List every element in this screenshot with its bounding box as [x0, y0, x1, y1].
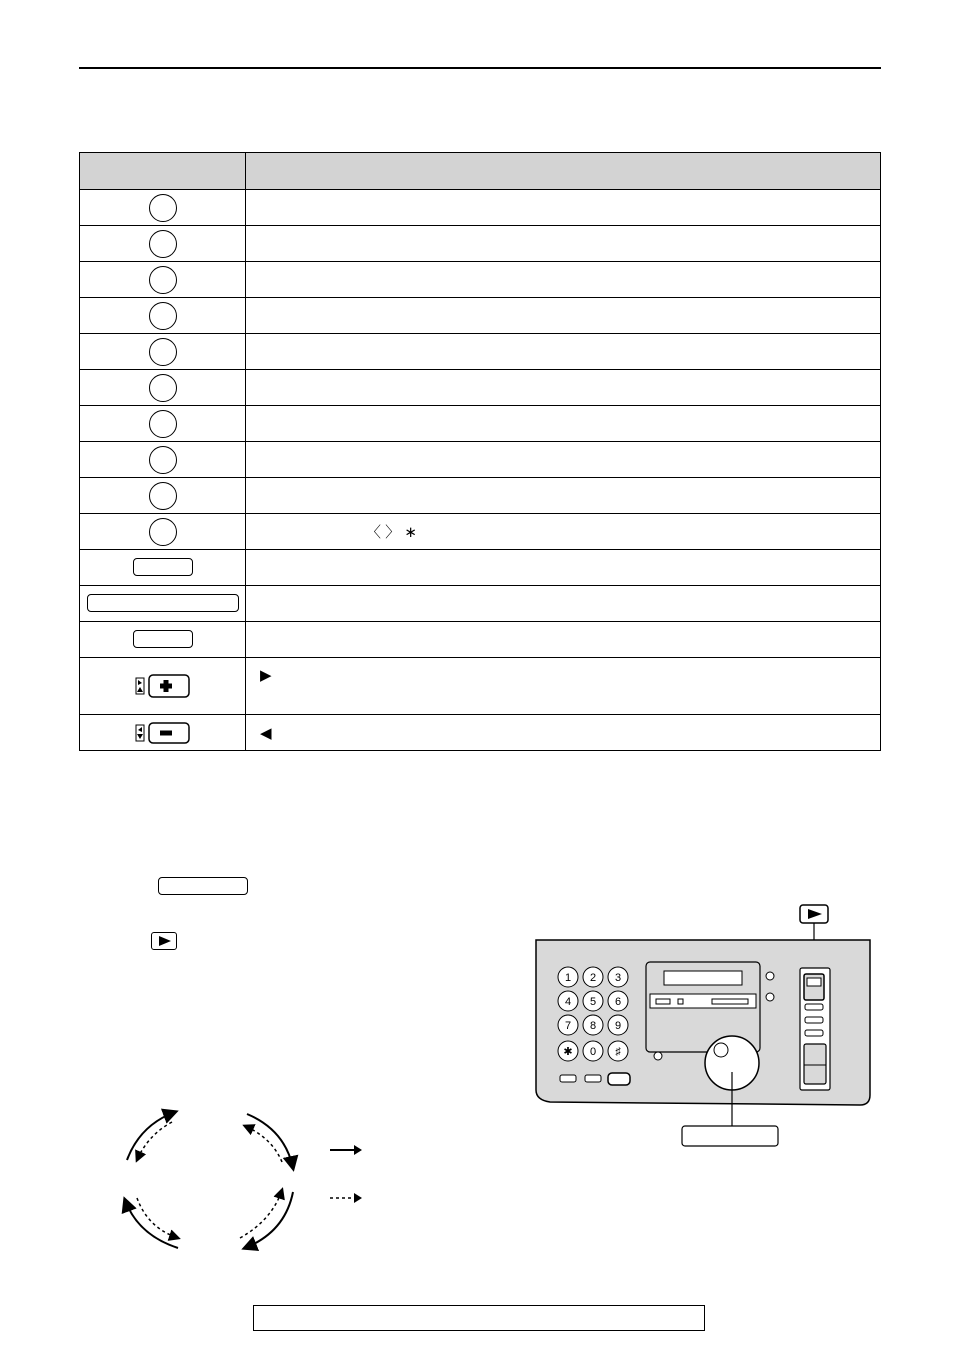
dashed-arrow-icon	[328, 1188, 368, 1208]
cycle-arrow-top-right	[247, 1114, 293, 1168]
table-row	[80, 334, 881, 370]
svg-text:✱: ✱	[563, 1046, 573, 1058]
cycle-arrow-top-left	[127, 1112, 175, 1160]
cycle-dashed-top-left	[137, 1122, 172, 1160]
row-description	[246, 262, 881, 298]
round-key-icon	[149, 446, 177, 474]
row-description	[246, 550, 881, 586]
key-function-table	[79, 152, 881, 751]
svg-text:4: 4	[564, 996, 572, 1008]
round-key-icon	[149, 374, 177, 402]
keypad-key	[583, 991, 603, 1011]
header-description	[246, 153, 881, 190]
round-key-icon	[149, 338, 177, 366]
table-row	[80, 442, 881, 478]
row-description	[246, 586, 881, 622]
table-row	[80, 190, 881, 226]
row-description: 〈 〉 ∗	[246, 514, 881, 550]
table-row	[80, 550, 881, 586]
row-description	[246, 622, 881, 658]
row-description	[246, 370, 881, 406]
row-description	[246, 442, 881, 478]
keypad-key	[583, 1015, 603, 1035]
round-key-icon	[149, 482, 177, 510]
round-key-icon	[149, 230, 177, 258]
rect-key-icon	[133, 630, 193, 648]
table-row	[80, 370, 881, 406]
table-row	[80, 658, 881, 715]
row-description	[246, 298, 881, 334]
minus-key-icon	[135, 722, 191, 744]
inline-key-icon	[158, 877, 248, 895]
svg-text:♯: ♯	[615, 1046, 621, 1058]
keypad-key	[583, 967, 603, 987]
row-description	[246, 190, 881, 226]
cycle-arrow-bottom-left	[125, 1200, 178, 1248]
round-key-icon	[149, 410, 177, 438]
svg-text:3: 3	[614, 972, 622, 984]
table-row	[80, 514, 881, 550]
top-rule	[79, 67, 881, 69]
row-description	[246, 478, 881, 514]
row-description: ◀	[246, 715, 881, 751]
cycle-dashed-bottom-right	[240, 1190, 282, 1238]
keypad-key	[558, 1015, 578, 1035]
table-row	[80, 262, 881, 298]
table-row	[80, 622, 881, 658]
keypad-key	[608, 1041, 628, 1061]
svg-text:5: 5	[589, 996, 597, 1008]
round-key-icon	[149, 194, 177, 222]
svg-text:7: 7	[564, 1020, 572, 1032]
keypad-key	[583, 1041, 603, 1061]
keypad-key	[558, 1041, 578, 1061]
round-key-icon	[149, 518, 177, 546]
svg-text:1: 1	[564, 972, 572, 984]
table-row	[80, 406, 881, 442]
play-key-icon	[151, 932, 177, 950]
svg-text:8: 8	[589, 1020, 597, 1032]
table-row	[80, 298, 881, 334]
keypad-key	[558, 967, 578, 987]
round-key-icon	[149, 266, 177, 294]
table-header-row	[80, 153, 881, 190]
header-key	[80, 153, 246, 190]
table-row	[80, 226, 881, 262]
row-description	[246, 406, 881, 442]
footer-box	[253, 1305, 705, 1331]
svg-text:0: 0	[589, 1046, 597, 1058]
keypad-key	[608, 1015, 628, 1035]
keypad-key	[608, 967, 628, 987]
round-key-icon	[149, 302, 177, 330]
cycle-dashed-top-right	[245, 1126, 282, 1162]
svg-text:9: 9	[614, 1020, 622, 1032]
table-row	[80, 478, 881, 514]
wide-key-icon	[87, 594, 239, 612]
plus-key-icon	[135, 674, 191, 698]
rect-key-icon	[133, 558, 193, 576]
keypad-key	[608, 991, 628, 1011]
row-description	[246, 334, 881, 370]
cycle-dashed-bottom-left	[137, 1198, 178, 1238]
fax-machine-illustration	[530, 900, 880, 1155]
svg-text:6: 6	[614, 996, 622, 1008]
cycle-arrow-bottom-right	[245, 1192, 293, 1248]
solid-arrow-icon	[328, 1140, 368, 1160]
keypad-key	[558, 991, 578, 1011]
table-row	[80, 715, 881, 751]
svg-text:2: 2	[589, 972, 597, 984]
row-description	[246, 226, 881, 262]
row-description: ▶	[246, 658, 881, 715]
cycle-diagram	[110, 1100, 310, 1260]
table-row	[80, 586, 881, 622]
jog-dial-callout	[682, 1126, 778, 1146]
